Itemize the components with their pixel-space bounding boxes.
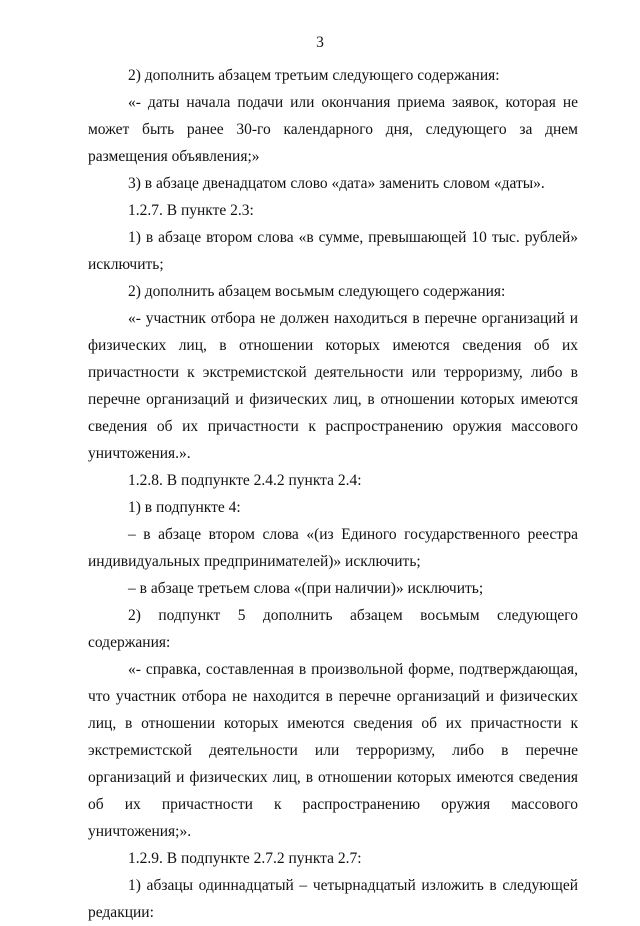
paragraph: 1) в подпункте 4: (128, 499, 241, 516)
paragraph: 1) абзацы одиннадцатый – четырнадцатый изложить в следующей редакции: (88, 877, 578, 921)
paragraph: – в абзаце третьем слова «(при наличии)» исключить; (128, 580, 484, 597)
paragraph: 1.2.7. В пункте 2.3: (128, 202, 254, 219)
paragraph: 1.2.9. В подпункте 2.7.2 пункта 2.7: (128, 850, 362, 867)
paragraph: 2) дополнить абзацем восьмым следующего содержания: (128, 283, 506, 300)
paragraph: 1) в абзаце втором слова «в сумме, превышающей 10 тыс. рублей» исключить; (88, 229, 578, 273)
paragraph: – в абзаце втором слова «(из Единого государственного реестра индивидуальных предпринимателей)» исключить; (88, 526, 578, 570)
paragraph: 1.2.8. В подпункте 2.4.2 пункта 2.4: (128, 472, 362, 489)
paragraph: «- даты начала подачи или окончания приема заявок, которая не может быть ранее 30-го календарного дня, следующего за днем размещения объявления;» (88, 94, 578, 165)
page-number: 3 (316, 34, 324, 51)
paragraph: «- справка, составленная в произвольной форме, подтверждающая, что участник отбора не находится в перечне организаций и физических лиц, в отношении которых имеются сведения об их причастности к экстремистской деятельности или терроризму, либо в перечне организаций и физических лиц, в отношении которых имеются сведения об их причастности к распространению оружия массового уничтожения;». (88, 661, 578, 840)
paragraph: 2) дополнить абзацем третьим следующего содержания: (128, 67, 500, 84)
paragraph: 3) в абзаце двенадцатом слово «дата» заменить словом «даты». (128, 175, 545, 192)
paragraph: 2) подпункт 5 дополнить абзацем восьмым следующего содержания: (88, 607, 578, 651)
paragraph: «- участник отбора не должен находиться в перечне организаций и физических лиц, в отношении которых имеются сведения об их причастности к экстремистской деятельности или терроризму, либо в перечне организаций и физических лиц, в отношении которых имеются сведения об их причастности к распространению оружия массового уничтожения.». (88, 310, 578, 462)
document-body (88, 62, 578, 926)
